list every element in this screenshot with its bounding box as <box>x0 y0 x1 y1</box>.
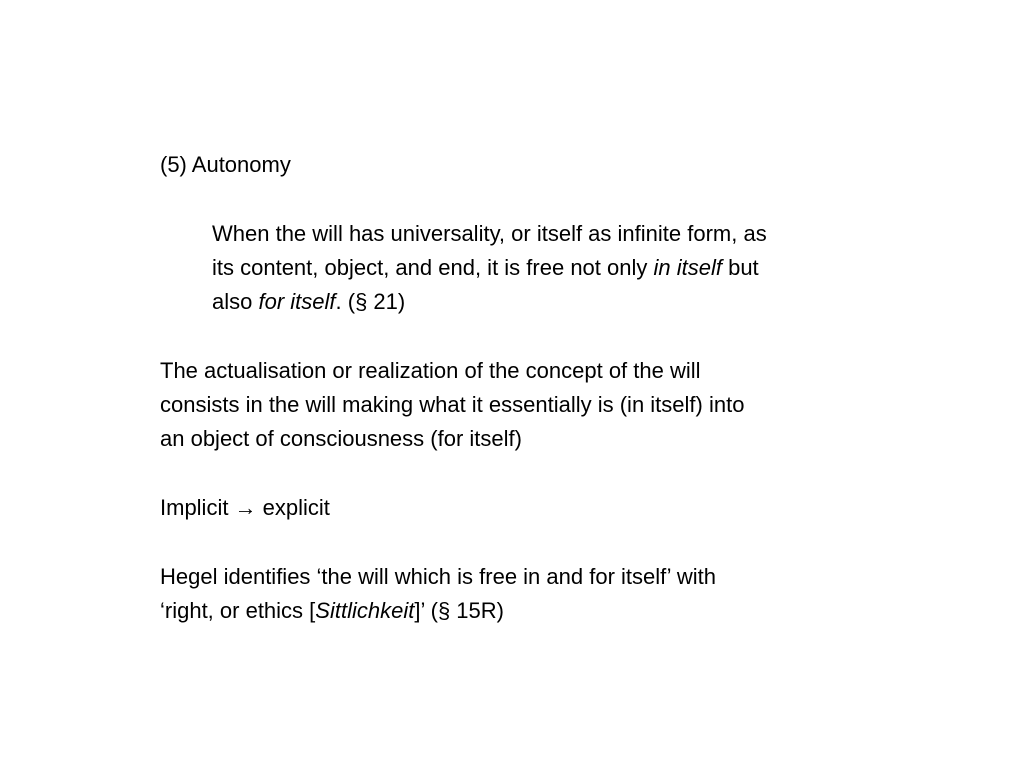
paragraph-3-line-2-text-b: ]’ (§ 15R) <box>414 598 504 623</box>
paragraph-actualisation <box>160 354 900 456</box>
paragraph-3-line-1: Hegel identifies ‘the will which is free in and for itself’ with <box>160 564 716 589</box>
quote-line-2-text-a: its content, object, and end, it is free not only <box>212 255 654 280</box>
paragraph-1-line-1: The actualisation or realization of the concept of the will <box>160 358 701 383</box>
paragraph-2-line-1: Implicit → explicit <box>160 495 330 520</box>
slide-body <box>160 148 900 628</box>
quote-line-2-emphasis: in itself <box>653 255 722 280</box>
block-quote <box>212 217 900 319</box>
quote-line-1: When the will has universality, or itself as infinite form, as <box>212 221 767 246</box>
paragraph-implicit-explicit <box>160 491 900 525</box>
quote-line-3-text-b: . (§ 21) <box>335 289 406 314</box>
paragraph-3-line-2-emphasis: Sittlichkeit <box>315 598 415 623</box>
section-heading: (5) Autonomy <box>160 152 291 177</box>
quote-line-2 <box>212 251 900 285</box>
quote-line-2-text-b: but <box>721 255 759 280</box>
paragraph-3-line-2 <box>160 594 900 628</box>
quote-line-3-emphasis: for itself <box>258 289 336 314</box>
quote-line-3 <box>212 285 900 319</box>
paragraph-1-line-3: an object of consciousness (for itself) <box>160 426 522 451</box>
paragraph-3-line-2-text-a: ‘right, or ethics [ <box>160 598 316 623</box>
paragraph-1-line-2: consists in the will making what it essentially is (in itself) into <box>160 392 745 417</box>
quote-line-3-text-a: also <box>212 289 259 314</box>
paragraph-hegel <box>160 560 900 628</box>
